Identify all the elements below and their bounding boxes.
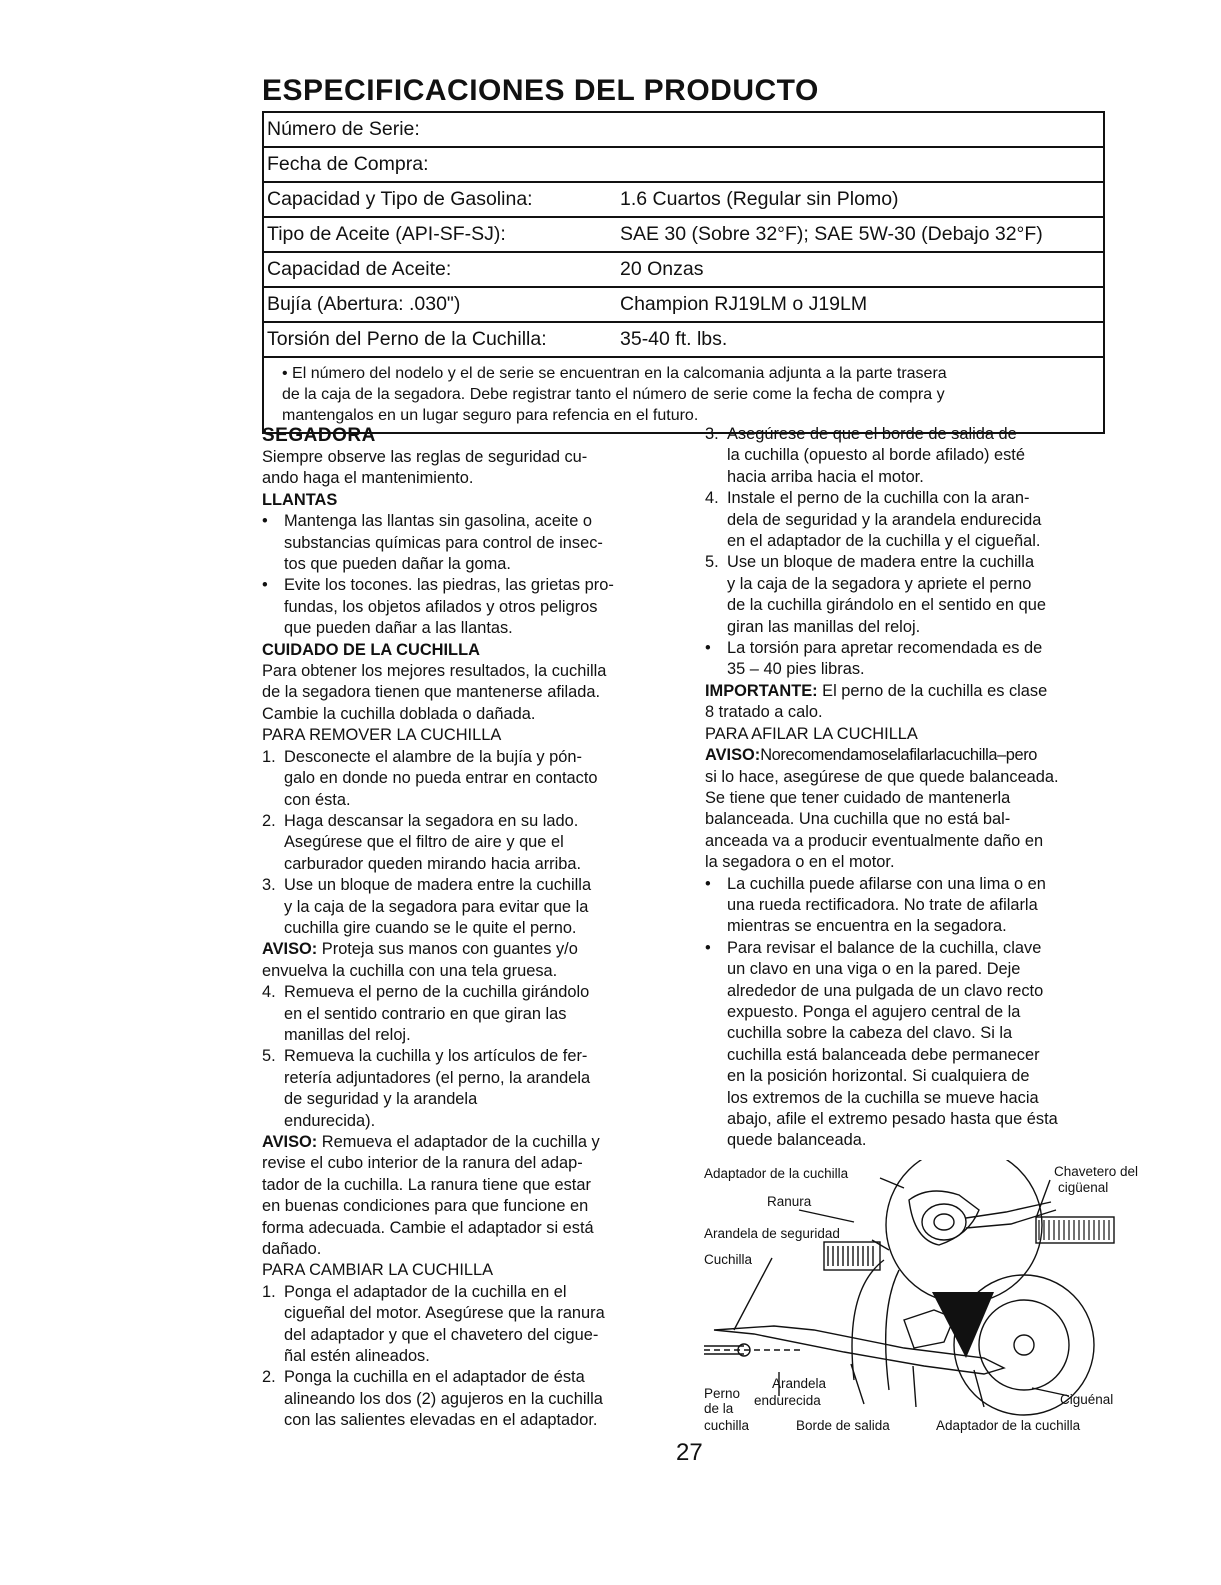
- text-line: Siempre observe las reglas de seguridad cu-: [262, 448, 588, 466]
- spec-row: [264, 218, 1103, 253]
- label-arandela-endurecida: Arandela: [772, 1376, 827, 1391]
- label-borde-salida: Borde de salida: [796, 1418, 890, 1433]
- page-number: 27: [676, 1439, 703, 1466]
- step-number: 4.: [705, 489, 719, 508]
- text-line: en buenas condiciones para que funcione en: [262, 1197, 589, 1216]
- text-line: Evite los tocones. las piedras, las grietas pro-: [284, 576, 614, 595]
- text-line: con ésta.: [284, 790, 351, 809]
- segadora-text: [262, 447, 682, 490]
- step-number: 1.: [262, 1282, 276, 1301]
- text-line: de la segadora tienen que mantenerse afilada.: [262, 683, 601, 702]
- note-line: • El número del nodelo y el de serie se encuentran en la calcomania adjunta a la parte trasera: [282, 365, 947, 382]
- label-perno-3: cuchilla: [704, 1418, 750, 1433]
- text-line: El perno de la cuchilla es clase: [817, 681, 1048, 700]
- text-line: Asegúrese de que el borde de salida de: [727, 425, 1017, 443]
- text-line: La torsión para apretar recomendada es de: [727, 639, 1043, 658]
- text-line: carburador queden mirando hacia arriba.: [284, 854, 582, 873]
- text-line: Ponga la cuchilla en el adaptador de ésta: [284, 1368, 585, 1387]
- step-number: 1.: [262, 747, 276, 766]
- bullet: •: [262, 512, 268, 531]
- label-ciguenal: Ciguénal: [1060, 1392, 1114, 1407]
- text-line: Para revisar el balance de la cuchilla, clave: [727, 938, 1042, 957]
- text-line: Norecomendamoselafilarlacuchilla–pero: [760, 746, 1037, 765]
- text-line: Se tiene que tener cuidado de mantenerla: [705, 788, 1011, 807]
- text-line: revise el cubo interior de la ranura del adap-: [262, 1154, 583, 1173]
- label-perno: Perno: [704, 1386, 741, 1401]
- text-line: retería adjuntadores (el perno, la arandela: [284, 1068, 591, 1087]
- step-number: 4.: [262, 983, 276, 1002]
- aviso-adapter: [262, 1132, 682, 1260]
- text-line: Desconecte el alambre de la bujía y pón-: [284, 747, 582, 766]
- aviso-label: AVISO:: [705, 746, 761, 765]
- text-line: Remueva el adaptador de la cuchilla y: [317, 1133, 600, 1151]
- step-number: 2.: [262, 1368, 276, 1387]
- list-item: [262, 1282, 682, 1368]
- text-line: 35 – 40 pies libras.: [727, 660, 865, 679]
- text-line: 8 tratado a calo.: [705, 703, 823, 722]
- text-line: que pueden dañar a las llantas.: [284, 619, 513, 638]
- text-line: Remueva la cuchilla y los artículos de fer-: [284, 1047, 588, 1066]
- text-line: quede balanceada.: [727, 1131, 867, 1150]
- text-line: cuchilla está balanceada debe permanecer: [727, 1045, 1040, 1064]
- bullet: •: [705, 874, 711, 893]
- spec-row: [264, 253, 1103, 288]
- section-title-cuidado: CUIDADO DE LA CUCHILLA: [262, 640, 480, 659]
- page-title: ESPECIFICACIONES DEL PRODUCTO: [262, 74, 819, 107]
- text-line: substancias químicas para control de insec-: [284, 533, 603, 552]
- spec-value: Champion RJ19LM o J19LM: [620, 293, 868, 315]
- spec-row: [264, 183, 1103, 218]
- text-line: si lo hace, asegúrese de que quede balanceada.: [705, 767, 1059, 786]
- serial-number-note: [264, 358, 1103, 432]
- text-line: en el sentido contrario en que giran las: [284, 1004, 567, 1023]
- text-line: ñal estén alineados.: [284, 1347, 430, 1366]
- list-item: [262, 811, 682, 875]
- list-item: [262, 1046, 682, 1132]
- aviso-label: AVISO:: [262, 1133, 318, 1151]
- list-item: [262, 875, 682, 939]
- spec-value: 1.6 Cuartos (Regular sin Plomo): [620, 188, 899, 210]
- right-column: [705, 424, 1115, 1152]
- text-line: La cuchilla puede afilarse con una lima o en: [727, 874, 1046, 893]
- spec-label: Bujía (Abertura: .030"): [267, 293, 461, 315]
- text-line: los extremos de la cuchilla se mueve hacia: [727, 1088, 1039, 1107]
- text-line: dañado.: [262, 1240, 322, 1259]
- step-number: 3.: [262, 876, 276, 895]
- spec-value: SAE 30 (Sobre 32°F); SAE 5W-30 (Debajo 32°F): [620, 223, 1043, 245]
- text-line: Instale el perno de la cuchilla con la aran-: [727, 489, 1030, 508]
- text-line: Haga descansar la segadora en su lado.: [284, 811, 579, 830]
- text-line: Proteja sus manos con guantes y/o: [317, 940, 578, 959]
- step-number: 2.: [262, 811, 276, 830]
- label-chavetero: Chavetero del: [1054, 1164, 1139, 1179]
- text-line: cuchilla sobre la cabeza del clavo. Si la: [727, 1024, 1013, 1043]
- spec-label: Torsión del Perno de la Cuchilla:: [267, 328, 547, 350]
- text-line: de seguridad y la arandela: [284, 1090, 478, 1109]
- list-item: [262, 575, 682, 639]
- text-line: en la posición horizontal. Si cualquiera de: [727, 1067, 1030, 1086]
- text-line: hacia arriba hacia el motor.: [727, 467, 924, 486]
- text-line: tos que pueden dañar la goma.: [284, 555, 511, 574]
- text-line: de la cuchilla girándolo en el sentido en que: [727, 596, 1046, 615]
- text-line: tador de la cuchilla. La ranura tiene que estar: [262, 1175, 591, 1194]
- text-line: la cuchilla (opuesto al borde afilado) esté: [727, 446, 1025, 465]
- aviso-protect-hands: [262, 939, 682, 982]
- text-line: Ponga el adaptador de la cuchilla en el: [284, 1282, 567, 1301]
- list-item: [705, 552, 1115, 638]
- step-number: 3.: [705, 425, 719, 443]
- text-line: Cambie la cuchilla doblada o dañada.: [262, 704, 536, 723]
- text-line: anceada va a producir eventualmente daño en: [705, 831, 1044, 850]
- spec-label: Número de Serie:: [267, 118, 420, 140]
- note-line: mantengalos en un lugar seguro para refencia en el futuro.: [282, 407, 699, 424]
- label-chavetero-2: cigüenal: [1058, 1180, 1109, 1195]
- text-line: una rueda rectificadora. No trate de afilarla: [727, 895, 1038, 914]
- text-line: del adaptador y que el chavetero del cigue-: [284, 1325, 599, 1344]
- step-number: 5.: [262, 1047, 276, 1066]
- list-item: [705, 638, 1115, 681]
- bullet: •: [705, 639, 711, 658]
- text-line: Mantenga las llantas sin gasolina, aceite o: [284, 512, 592, 531]
- list-item: [705, 424, 1115, 488]
- label-adaptador-top: Adaptador de la cuchilla: [704, 1166, 849, 1181]
- aviso-label: AVISO:: [262, 940, 318, 959]
- text-line: con las salientes elevadas en el adaptador.: [284, 1411, 598, 1430]
- specs-table: [262, 111, 1105, 434]
- text-line: la segadora o en el motor.: [705, 853, 895, 872]
- text-line: endurecida).: [284, 1111, 376, 1130]
- spec-row: [264, 148, 1103, 183]
- note-line: de la caja de la segadora. Debe registrar tanto el número de serie come la fecha de compra y: [282, 386, 945, 403]
- text-line: un clavo en una viga o en la pared. Deje: [727, 960, 1021, 979]
- section-title-cambiar: PARA CAMBIAR LA CUCHILLA: [262, 1261, 494, 1280]
- list-item: [705, 488, 1115, 552]
- list-item: [262, 511, 682, 575]
- text-line: fundas, los objetos afilados y otros peligros: [284, 597, 598, 616]
- text-line: y la caja de la segadora y apriete el perno: [727, 574, 1032, 593]
- importante-label: IMPORTANTE:: [705, 681, 818, 700]
- list-item: [705, 938, 1115, 1152]
- step-number: 5.: [705, 553, 719, 572]
- text-line: ando haga el mantenimiento.: [262, 469, 474, 488]
- text-line: galo en donde no pueda entrar en contacto: [284, 769, 598, 788]
- crankshaft-detail: [1036, 1217, 1114, 1243]
- spec-label: Capacidad de Aceite:: [267, 258, 452, 280]
- list-item: [705, 874, 1115, 938]
- spec-value: 35-40 ft. lbs.: [620, 328, 728, 350]
- label-arandela-seguridad: Arandela de seguridad: [704, 1226, 840, 1241]
- text-line: alrededor de una pulgada de un clavo recto: [727, 981, 1044, 1000]
- spec-row: [264, 288, 1103, 323]
- label-ranura: Ranura: [767, 1194, 812, 1209]
- importante-note: [705, 681, 1115, 724]
- label-cuchilla: Cuchilla: [704, 1252, 753, 1267]
- aviso-balance: [705, 745, 1115, 873]
- text-line: dela de seguridad y la arandela endurecida: [727, 510, 1042, 529]
- text-line: y la caja de la segadora para evitar que la: [284, 897, 589, 916]
- text-line: envuelva la cuchilla con una tela gruesa.: [262, 961, 558, 980]
- text-line: Remueva el perno de la cuchilla girándolo: [284, 983, 590, 1002]
- text-line: cuchilla gire cuando se le quite el perno.: [284, 918, 577, 937]
- left-column: [262, 424, 682, 1432]
- label-arandela-endurecida-2: endurecida: [754, 1393, 821, 1408]
- cuidado-text: [262, 661, 682, 725]
- section-title-segadora: SEGADORA: [262, 425, 376, 446]
- text-line: Asegúrese que el filtro de aire y que el: [284, 833, 564, 852]
- bullet: •: [262, 576, 268, 595]
- text-line: balanceada. Una cuchilla que no está bal-: [705, 810, 1011, 829]
- spec-value: 20 Onzas: [620, 258, 704, 280]
- list-item: [262, 747, 682, 811]
- text-line: manillas del reloj.: [284, 1025, 411, 1044]
- text-line: expuesto. Ponga el agujero central de la: [727, 1002, 1021, 1021]
- list-item: [262, 1367, 682, 1431]
- text-line: abajo, afile el extremo pesado hasta que ésta: [727, 1110, 1058, 1128]
- spec-row: [264, 323, 1103, 358]
- section-title-afilar: PARA AFILAR LA CUCHILLA: [705, 724, 918, 743]
- blade-assembly-diagram: [704, 1160, 1139, 1440]
- text-line: giran las manillas del reloj.: [727, 617, 921, 636]
- bullet: •: [705, 938, 711, 957]
- spec-row: [264, 113, 1103, 148]
- spec-label: Capacidad y Tipo de Gasolina:: [267, 188, 533, 210]
- label-perno-2: de la: [704, 1401, 734, 1416]
- label-adaptador-bottom: Adaptador de la cuchilla: [936, 1418, 1081, 1433]
- text-line: cigueñal del motor. Asegúrese que la ranura: [284, 1304, 605, 1323]
- section-title-remover: PARA REMOVER LA CUCHILLA: [262, 726, 502, 745]
- spec-label: Fecha de Compra:: [267, 153, 429, 175]
- text-line: Use un bloque de madera entre la cuchilla: [284, 876, 592, 895]
- detail-pointer: [932, 1292, 994, 1358]
- section-title-llantas: LLANTAS: [262, 490, 338, 509]
- text-line: forma adecuada. Cambie el adaptador si está: [262, 1218, 594, 1237]
- text-line: alineando los dos (2) agujeros en la cuchilla: [284, 1389, 603, 1408]
- text-line: en el adaptador de la cuchilla y el cigueñal.: [727, 532, 1041, 551]
- spec-label: Tipo de Aceite (API-SF-SJ):: [267, 223, 506, 245]
- text-line: Use un bloque de madera entre la cuchilla: [727, 553, 1035, 572]
- text-line: Para obtener los mejores resultados, la cuchilla: [262, 662, 607, 681]
- text-line: mientras se encuentra en la segadora.: [727, 917, 1007, 936]
- list-item: [262, 982, 682, 1046]
